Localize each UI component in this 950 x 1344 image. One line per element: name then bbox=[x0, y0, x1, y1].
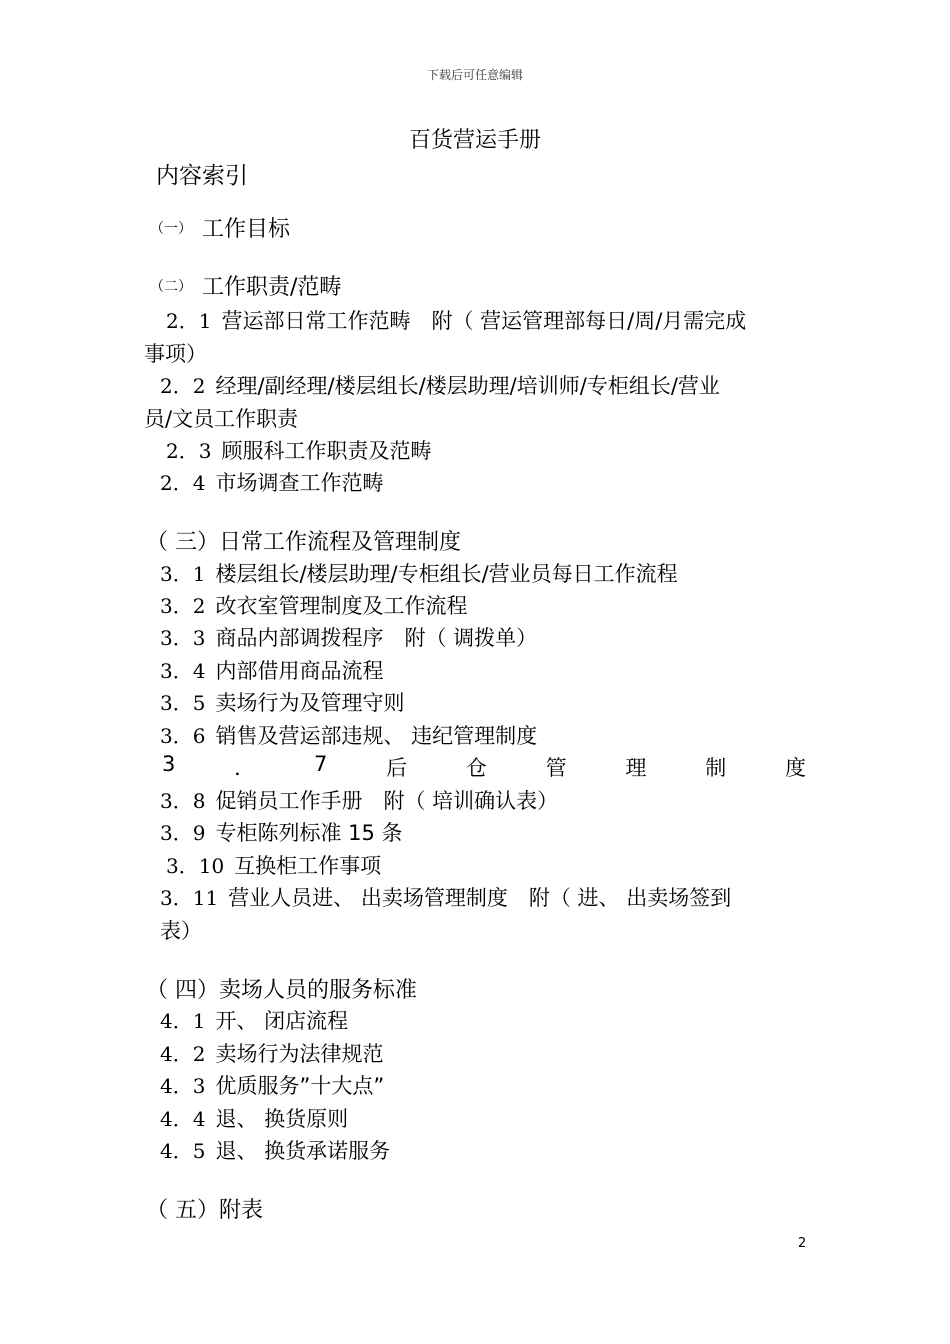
section-mark: （ 三） bbox=[146, 530, 219, 555]
item-number: 3．10 bbox=[166, 854, 225, 878]
index-heading: 内容索引 bbox=[156, 163, 248, 189]
document-title: 百货营运手册 bbox=[408, 128, 541, 153]
section-mark: （一） bbox=[150, 221, 192, 237]
list-item-2-2 bbox=[160, 370, 720, 400]
section-mark: （二） bbox=[150, 279, 192, 295]
item-number: 3．8 bbox=[160, 789, 206, 813]
section-mark: （ 四） bbox=[146, 978, 219, 1003]
section-label: 日常工作流程及管理制度 bbox=[219, 530, 462, 555]
list-item-3-8 bbox=[160, 785, 558, 815]
item-number: 3．2 bbox=[160, 594, 206, 618]
item-text: 市场调查工作范畴 bbox=[215, 471, 384, 495]
item-number: 3．4 bbox=[160, 659, 206, 683]
list-item-2-3 bbox=[166, 435, 431, 465]
item-text: 营运部日常工作范畴 附（ 营运管理部每日/周/月需完成 bbox=[221, 309, 747, 333]
item-text: 退、 换货原则 bbox=[215, 1107, 349, 1131]
list-item-3-4 bbox=[160, 655, 383, 685]
list-item-4-5 bbox=[160, 1135, 390, 1165]
item-number: 3．6 bbox=[160, 724, 206, 748]
item-text: 专柜陈列标准 15 条 bbox=[215, 821, 403, 845]
list-item-3-11-cont: 表） bbox=[160, 919, 202, 943]
item-text: 退、 换货承诺服务 bbox=[215, 1139, 391, 1163]
item-number: 4．3 bbox=[160, 1074, 206, 1098]
item-text: 销售及营运部违规、 违纪管理制度 bbox=[215, 724, 538, 748]
list-item-3-1 bbox=[160, 558, 678, 588]
item-number: 4．1 bbox=[160, 1009, 206, 1033]
item-text: 楼层组长/楼层助理/专柜组长/营业员每日工作流程 bbox=[215, 562, 678, 586]
item-text: 经理/副经理/楼层组长/楼层助理/培训师/专柜组长/营业 bbox=[215, 374, 720, 398]
item-fragment: 制 bbox=[705, 756, 727, 780]
section-heading-5 bbox=[146, 1193, 263, 1224]
item-number: 2．2 bbox=[160, 374, 206, 398]
section-heading-2 bbox=[150, 270, 341, 301]
list-item-3-5 bbox=[160, 687, 404, 717]
list-item-2-1 bbox=[166, 305, 746, 335]
list-item-3-9 bbox=[160, 817, 403, 847]
section-label: 工作目标 bbox=[202, 217, 291, 242]
section-heading-1 bbox=[150, 212, 290, 243]
list-item-3-7 bbox=[162, 752, 806, 782]
list-item-3-11 bbox=[160, 882, 731, 912]
item-number: 3．5 bbox=[160, 691, 206, 715]
section-heading-3 bbox=[146, 525, 461, 556]
item-text: 改衣室管理制度及工作流程 bbox=[215, 594, 468, 618]
section-label: 附表 bbox=[219, 1198, 264, 1223]
item-number: 4．5 bbox=[160, 1139, 206, 1163]
item-text: 内部借用商品流程 bbox=[215, 659, 384, 683]
list-item-3-10 bbox=[166, 850, 381, 880]
list-item-4-2 bbox=[160, 1038, 383, 1068]
list-item-2-4 bbox=[160, 467, 383, 497]
item-text: 商品内部调拨程序 附（ 调拨单） bbox=[215, 626, 538, 650]
item-number: 3．3 bbox=[160, 626, 206, 650]
item-text: 卖场行为及管理守则 bbox=[215, 691, 405, 715]
list-item-2-2-cont: 员/文员工作职责 bbox=[144, 407, 299, 431]
item-fragment: 后 bbox=[386, 756, 408, 780]
item-text: 营业人员进、 出卖场管理制度 附（ 进、 出卖场签到 bbox=[228, 886, 732, 910]
item-fragment: 7 bbox=[313, 752, 328, 776]
item-number: 3．11 bbox=[160, 886, 219, 910]
item-number: 2．1 bbox=[166, 309, 212, 333]
item-fragment: 度 bbox=[785, 756, 806, 780]
item-number: 4．2 bbox=[160, 1042, 206, 1066]
section-label: 工作职责/范畴 bbox=[202, 275, 342, 300]
item-text: 开、 闭店流程 bbox=[215, 1009, 349, 1033]
list-item-3-3 bbox=[160, 622, 537, 652]
item-number: 4．4 bbox=[160, 1107, 206, 1131]
item-fragment: 3 bbox=[162, 752, 176, 776]
item-text: 顾服科工作职责及范畴 bbox=[221, 439, 432, 463]
item-number: 3．9 bbox=[160, 821, 206, 845]
list-item-2-1-cont: 事项） bbox=[144, 342, 207, 366]
section-mark: （ 五） bbox=[146, 1198, 219, 1223]
list-item-3-6 bbox=[160, 720, 537, 750]
section-label: 卖场人员的服务标准 bbox=[219, 978, 418, 1003]
item-text: 互换柜工作事项 bbox=[234, 854, 382, 878]
item-text: 促销员工作手册 附（ 培训确认表） bbox=[215, 789, 559, 813]
section-heading-4 bbox=[146, 973, 417, 1004]
list-item-3-2 bbox=[160, 590, 467, 620]
item-fragment: 仓 bbox=[465, 756, 487, 780]
item-number: 2．3 bbox=[166, 439, 212, 463]
item-fragment: 管 bbox=[545, 756, 567, 780]
page-number: 2 bbox=[798, 1236, 807, 1251]
item-number: 2．4 bbox=[160, 471, 206, 495]
item-text: 优质服务”十大点” bbox=[215, 1074, 385, 1098]
item-fragment: ． bbox=[234, 756, 256, 780]
list-item-4-4 bbox=[160, 1103, 348, 1133]
item-number: 3．1 bbox=[160, 562, 206, 586]
item-text: 卖场行为法律规范 bbox=[215, 1042, 384, 1066]
page-header: 下载后可任意编辑 bbox=[426, 68, 523, 82]
item-fragment: 理 bbox=[625, 756, 647, 780]
list-item-4-1 bbox=[160, 1005, 348, 1035]
list-item-4-3 bbox=[160, 1070, 384, 1100]
